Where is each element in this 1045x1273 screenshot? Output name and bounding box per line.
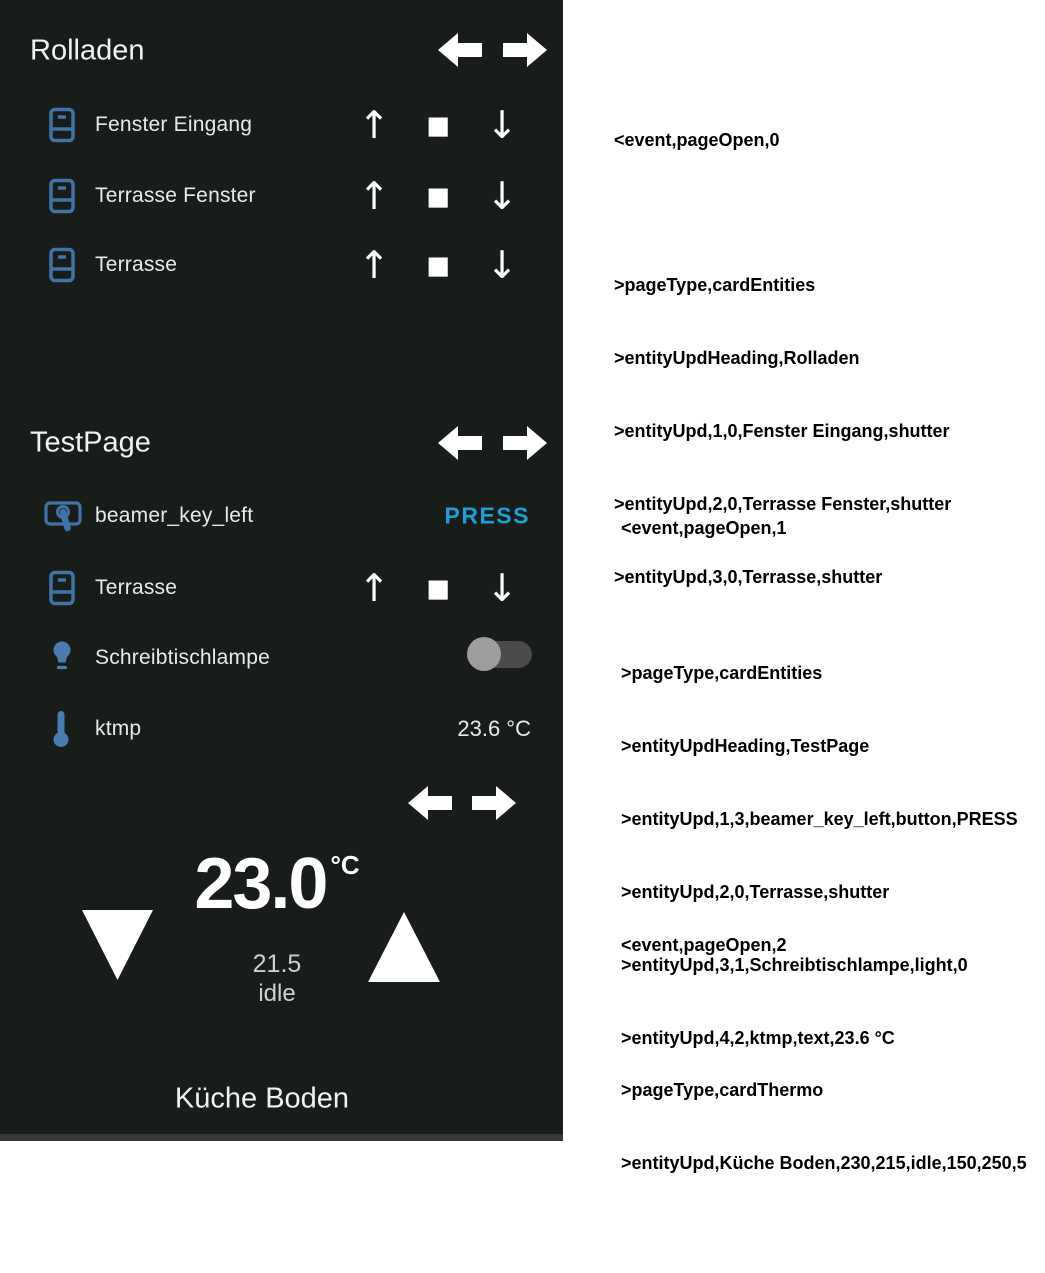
- shutter-stop-button[interactable]: ■: [426, 573, 450, 603]
- nav-prev-button[interactable]: [438, 33, 482, 67]
- temp-down-button[interactable]: [82, 910, 153, 980]
- log-line: >entityUpd,3,1,Schreibtischlampe,light,0: [621, 954, 968, 975]
- shutter-down-button[interactable]: ↓: [486, 566, 518, 610]
- log-event-line: <event,pageOpen,0: [614, 129, 780, 150]
- nav-prev-button[interactable]: [438, 426, 482, 460]
- arrow-right-icon: [503, 426, 547, 460]
- entity-label: beamer_key_left: [95, 504, 254, 527]
- current-temperature: [122, 844, 432, 924]
- shutter-icon: [48, 107, 76, 143]
- triangle-down-icon: [82, 910, 153, 980]
- log-line: >entityUpd,1,0,Fenster Eingang,shutter: [614, 421, 950, 442]
- log-lines: [621, 1030, 1027, 1224]
- log-line: >entityUpd,Küche Boden,230,215,idle,150,250,5: [621, 1153, 1027, 1174]
- log-line: >entityUpdHeading,TestPage: [621, 736, 870, 757]
- log-line: >entityUpd,3,0,Terrasse,shutter: [614, 566, 883, 587]
- arrow-left-icon: [438, 33, 482, 67]
- log-line: >entityUpdHeading,Rolladen: [614, 348, 860, 369]
- panel-bottom-edge: [0, 1134, 563, 1141]
- press-button[interactable]: PRESS: [444, 502, 530, 529]
- temp-up-button[interactable]: [368, 912, 440, 982]
- shutter-up-button[interactable]: ↑: [358, 566, 390, 610]
- temperature-value: 23.0: [194, 844, 327, 924]
- shutter-stop-button[interactable]: ■: [426, 110, 450, 140]
- temperature-unit: °C: [330, 850, 360, 880]
- setpoint-value: 21.5: [252, 950, 302, 978]
- shutter-stop-button[interactable]: ■: [426, 250, 450, 280]
- shutter-down-button[interactable]: ↓: [486, 174, 518, 218]
- log-line: >entityUpd,2,0,Terrasse,shutter: [621, 882, 890, 903]
- log-line: >pageType,cardThermo: [621, 1080, 824, 1101]
- thermometer-icon: [52, 709, 70, 749]
- nav-prev-button[interactable]: [408, 786, 452, 820]
- shutter-down-button[interactable]: ↓: [486, 103, 518, 147]
- log-line: >pageType,cardEntities: [614, 275, 816, 296]
- shutter-down-button[interactable]: ↓: [486, 243, 518, 287]
- hvac-state: idle: [258, 980, 296, 1007]
- entity-label: Terrasse: [95, 253, 178, 276]
- log-event-line: <event,pageOpen,1: [621, 517, 787, 538]
- shutter-stop-button[interactable]: ■: [426, 181, 450, 211]
- entity-label: ktmp: [95, 717, 142, 740]
- arrow-left-icon: [438, 426, 482, 460]
- log-line: >pageType,cardEntities: [621, 663, 823, 684]
- shutter-icon: [48, 570, 76, 606]
- shutter-icon: [48, 178, 76, 214]
- page-title-testpage: TestPage: [30, 426, 151, 459]
- arrow-right-icon: [503, 33, 547, 67]
- entity-label: Fenster Eingang: [95, 113, 253, 136]
- log-event-line: <event,pageOpen,2: [621, 934, 787, 955]
- tap-button-icon: [44, 499, 82, 533]
- nav-next-button[interactable]: [503, 426, 547, 460]
- shutter-up-button[interactable]: ↑: [358, 174, 390, 218]
- thermostat-name: Küche Boden: [174, 1082, 350, 1115]
- log-line: >entityUpd,4,2,ktmp,text,23.6 °C: [621, 1027, 895, 1048]
- log-block-page2: [621, 884, 1027, 1273]
- page-title-rolladen: Rolladen: [30, 34, 145, 67]
- entity-label: Terrasse: [95, 576, 178, 599]
- nav-next-button[interactable]: [503, 33, 547, 67]
- nav-next-button[interactable]: [472, 786, 516, 820]
- entity-label: Schreibtischlampe: [95, 646, 270, 669]
- log-line: >entityUpd,1,3,beamer_key_left,button,PRESS: [621, 809, 1018, 830]
- arrow-right-icon: [472, 786, 516, 820]
- entity-label: Terrasse Fenster: [95, 184, 256, 207]
- triangle-up-icon: [368, 912, 440, 982]
- arrow-left-icon: [408, 786, 452, 820]
- shutter-up-button[interactable]: ↑: [358, 103, 390, 147]
- shutter-up-button[interactable]: ↑: [358, 243, 390, 287]
- sensor-value: 23.6 °C: [457, 716, 531, 741]
- toggle-knob[interactable]: [467, 637, 501, 671]
- log-line: >entityUpd,2,0,Terrasse Fenster,shutter: [614, 494, 952, 515]
- shutter-icon: [48, 247, 76, 283]
- lightbulb-icon: [49, 639, 75, 675]
